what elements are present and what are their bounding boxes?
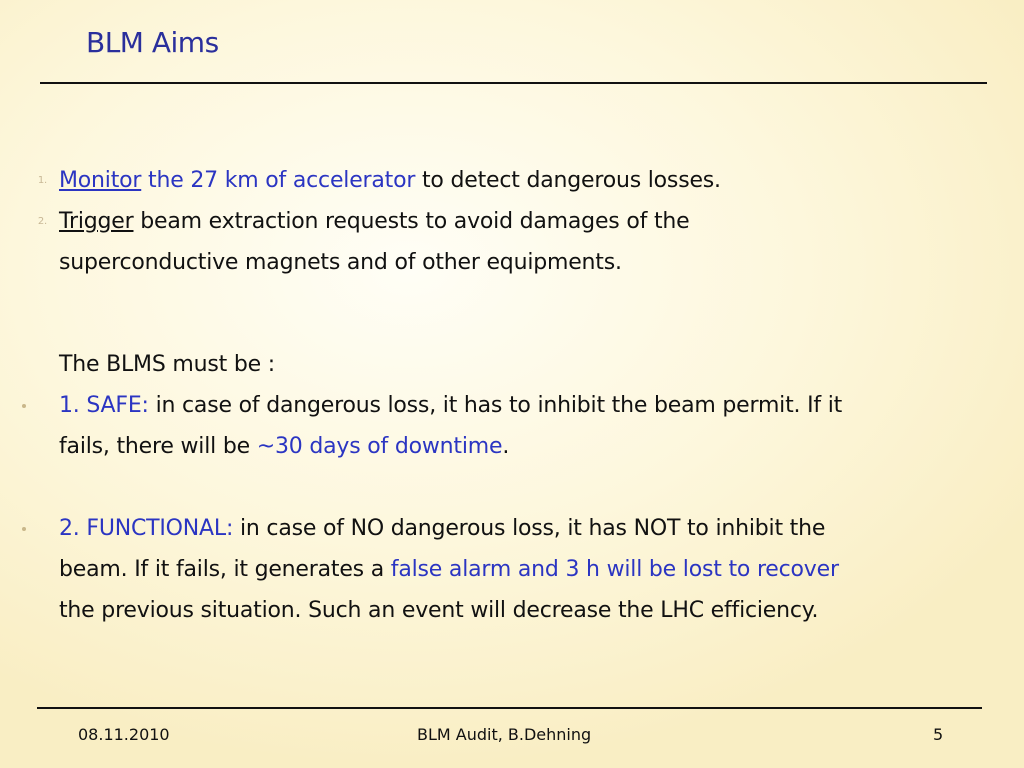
bullet-functional-continued xyxy=(59,549,999,590)
bullet-icon xyxy=(22,527,26,531)
functional-text: the previous situation. Such an event will decrease the LHC efficiency. xyxy=(59,598,819,623)
bullet-functional-continued xyxy=(59,590,999,631)
bullet-safe-continued xyxy=(59,426,999,467)
list-item-trigger-continued xyxy=(59,242,999,283)
bullet-icon xyxy=(22,404,26,408)
functional-text: beam. If it fails, it generates a xyxy=(59,557,391,582)
list-number: 1. xyxy=(37,175,47,186)
item-text: superconductive magnets and of other equipments. xyxy=(59,250,622,275)
functional-text: in case of NO dangerous loss, it has NOT to inhibit the xyxy=(233,516,826,541)
monitor-link[interactable]: Monitor xyxy=(59,168,142,193)
functional-label: 2. FUNCTIONAL: xyxy=(59,516,234,541)
footer-divider xyxy=(37,707,982,709)
safe-text: in case of dangerous loss, it has to inhibit the beam permit. If it xyxy=(148,393,843,418)
safe-label: 1. SAFE: xyxy=(59,393,149,418)
spacer xyxy=(59,324,999,344)
bullet-safe xyxy=(59,385,999,426)
item-text: beam extraction requests to avoid damages of the xyxy=(133,209,690,234)
safe-text: . xyxy=(502,434,510,459)
slide-body xyxy=(37,160,999,631)
list-item-monitor xyxy=(37,160,999,201)
safe-text: fails, there will be xyxy=(59,434,257,459)
trigger-link[interactable]: Trigger xyxy=(59,209,134,234)
title-divider xyxy=(40,82,987,84)
footer-date: 08.11.2010 xyxy=(78,725,170,744)
list-number: 2. xyxy=(37,216,47,227)
spacer xyxy=(59,467,999,508)
bullet-functional xyxy=(59,508,999,549)
downtime-text: ~30 days of downtime xyxy=(256,434,503,459)
list-item-trigger xyxy=(37,201,999,242)
footer-title: BLM Audit, B.Dehning xyxy=(417,725,592,744)
spacer xyxy=(59,283,999,324)
accelerator-text: the 27 km of accelerator xyxy=(141,168,416,193)
item-text: to detect dangerous losses. xyxy=(415,168,721,193)
page-number: 5 xyxy=(933,725,944,744)
slide-title: BLM Aims xyxy=(86,26,219,59)
false-alarm-text: false alarm and 3 h will be lost to recover xyxy=(390,557,839,582)
must-be-text: The BLMS must be : xyxy=(59,352,275,377)
must-be-heading xyxy=(59,344,999,385)
